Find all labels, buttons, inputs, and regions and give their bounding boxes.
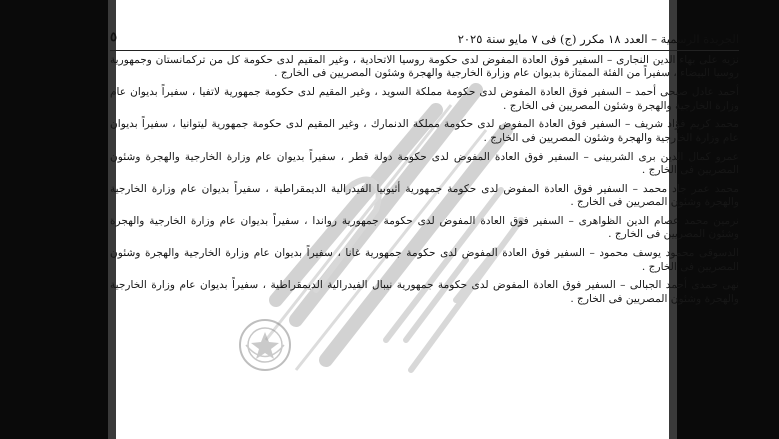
paragraph-entry: نهى حمدى أحمد الجبالى – السفير فوق العادة المفوض لدى حكومة جمهورية نيبال الفيدرالية الديمقراطية ، سفيراً بديوان عام وزارة الخارجية والهجرة وشئون المصريين فى الخارج . bbox=[110, 279, 739, 305]
page-number: ٥ bbox=[110, 30, 117, 45]
document-body bbox=[110, 54, 739, 312]
header-title: الجريدة الرسمية – العدد ١٨ مكرر (ج) فى ٧ مايو سنة ٢٠٢٥ bbox=[457, 32, 739, 46]
paragraph-entry: أحمد عادل صبحى أحمد – السفير فوق العادة المفوض لدى حكومة مملكة السويد ، وغير المقيم لدى حكومة جمهورية لاتفيا ، سفيراً بديوان عام وزارة الخارجية والهجرة وشئون المصريين فى الخارج . bbox=[110, 86, 739, 112]
paragraph-entry: محمد عمر جاد محمد – السفير فوق العادة المفوض لدى حكومة جمهورية أثيوبيا الفيدرالية الديمقراطية ، سفيراً بديوان عام وزارة الخارجية والهجرة وشئون المصريين فى الخارج . bbox=[110, 182, 739, 209]
paragraph-entry: الدسوقى محمود يوسف محمود – السفير فوق العادة المفوض لدى حكومة جمهورية غانا ، سفيراً بديوان عام وزارة الخارجية والهجرة وشئون المصريين فى الخارج . bbox=[110, 247, 739, 273]
paragraph-entry: نزيه على بهاء الدين النجارى – السفير فوق العادة المفوض لدى حكومة روسيا الاتحادية ، وغير المقيم لدى حكومة كل من تركمانستان وجمهورية روسيا البيضاء ، سفيراً من الفئة الممتازة بديوان عام وزارة الخارجية والهجرة وشئون المصريين فى الخارج . bbox=[110, 54, 739, 80]
paragraph-entry: عمرو كمال الدين برى الشربينى – السفير فوق العادة المفوض لدى حكومة دولة قطر ، سفيراً بديوان عام وزارة الخارجية والهجرة وشئون المصريين فى الخارج . bbox=[110, 150, 739, 177]
paragraph-entry: محمد كريم فؤاد شريف – السفير فوق العادة المفوض لدى حكومة مملكة الدنمارك ، وغير المقيم لدى حكومة جمهورية ليتوانيا ، سفيراً بديوان عام وزارة الخارجية والهجرة وشئون المصريين فى الخارج . bbox=[110, 118, 739, 144]
page-header bbox=[110, 30, 739, 51]
official-seal-icon bbox=[238, 318, 292, 372]
paragraph-entry: نرمين محمد عصام الدين الظواهرى – السفير فوق العادة المفوض لدى حكومة جمهورية رواندا ، سفيراً بديوان عام وزارة الخارجية والهجرة وشئون المصريين فى الخارج . bbox=[110, 215, 739, 241]
